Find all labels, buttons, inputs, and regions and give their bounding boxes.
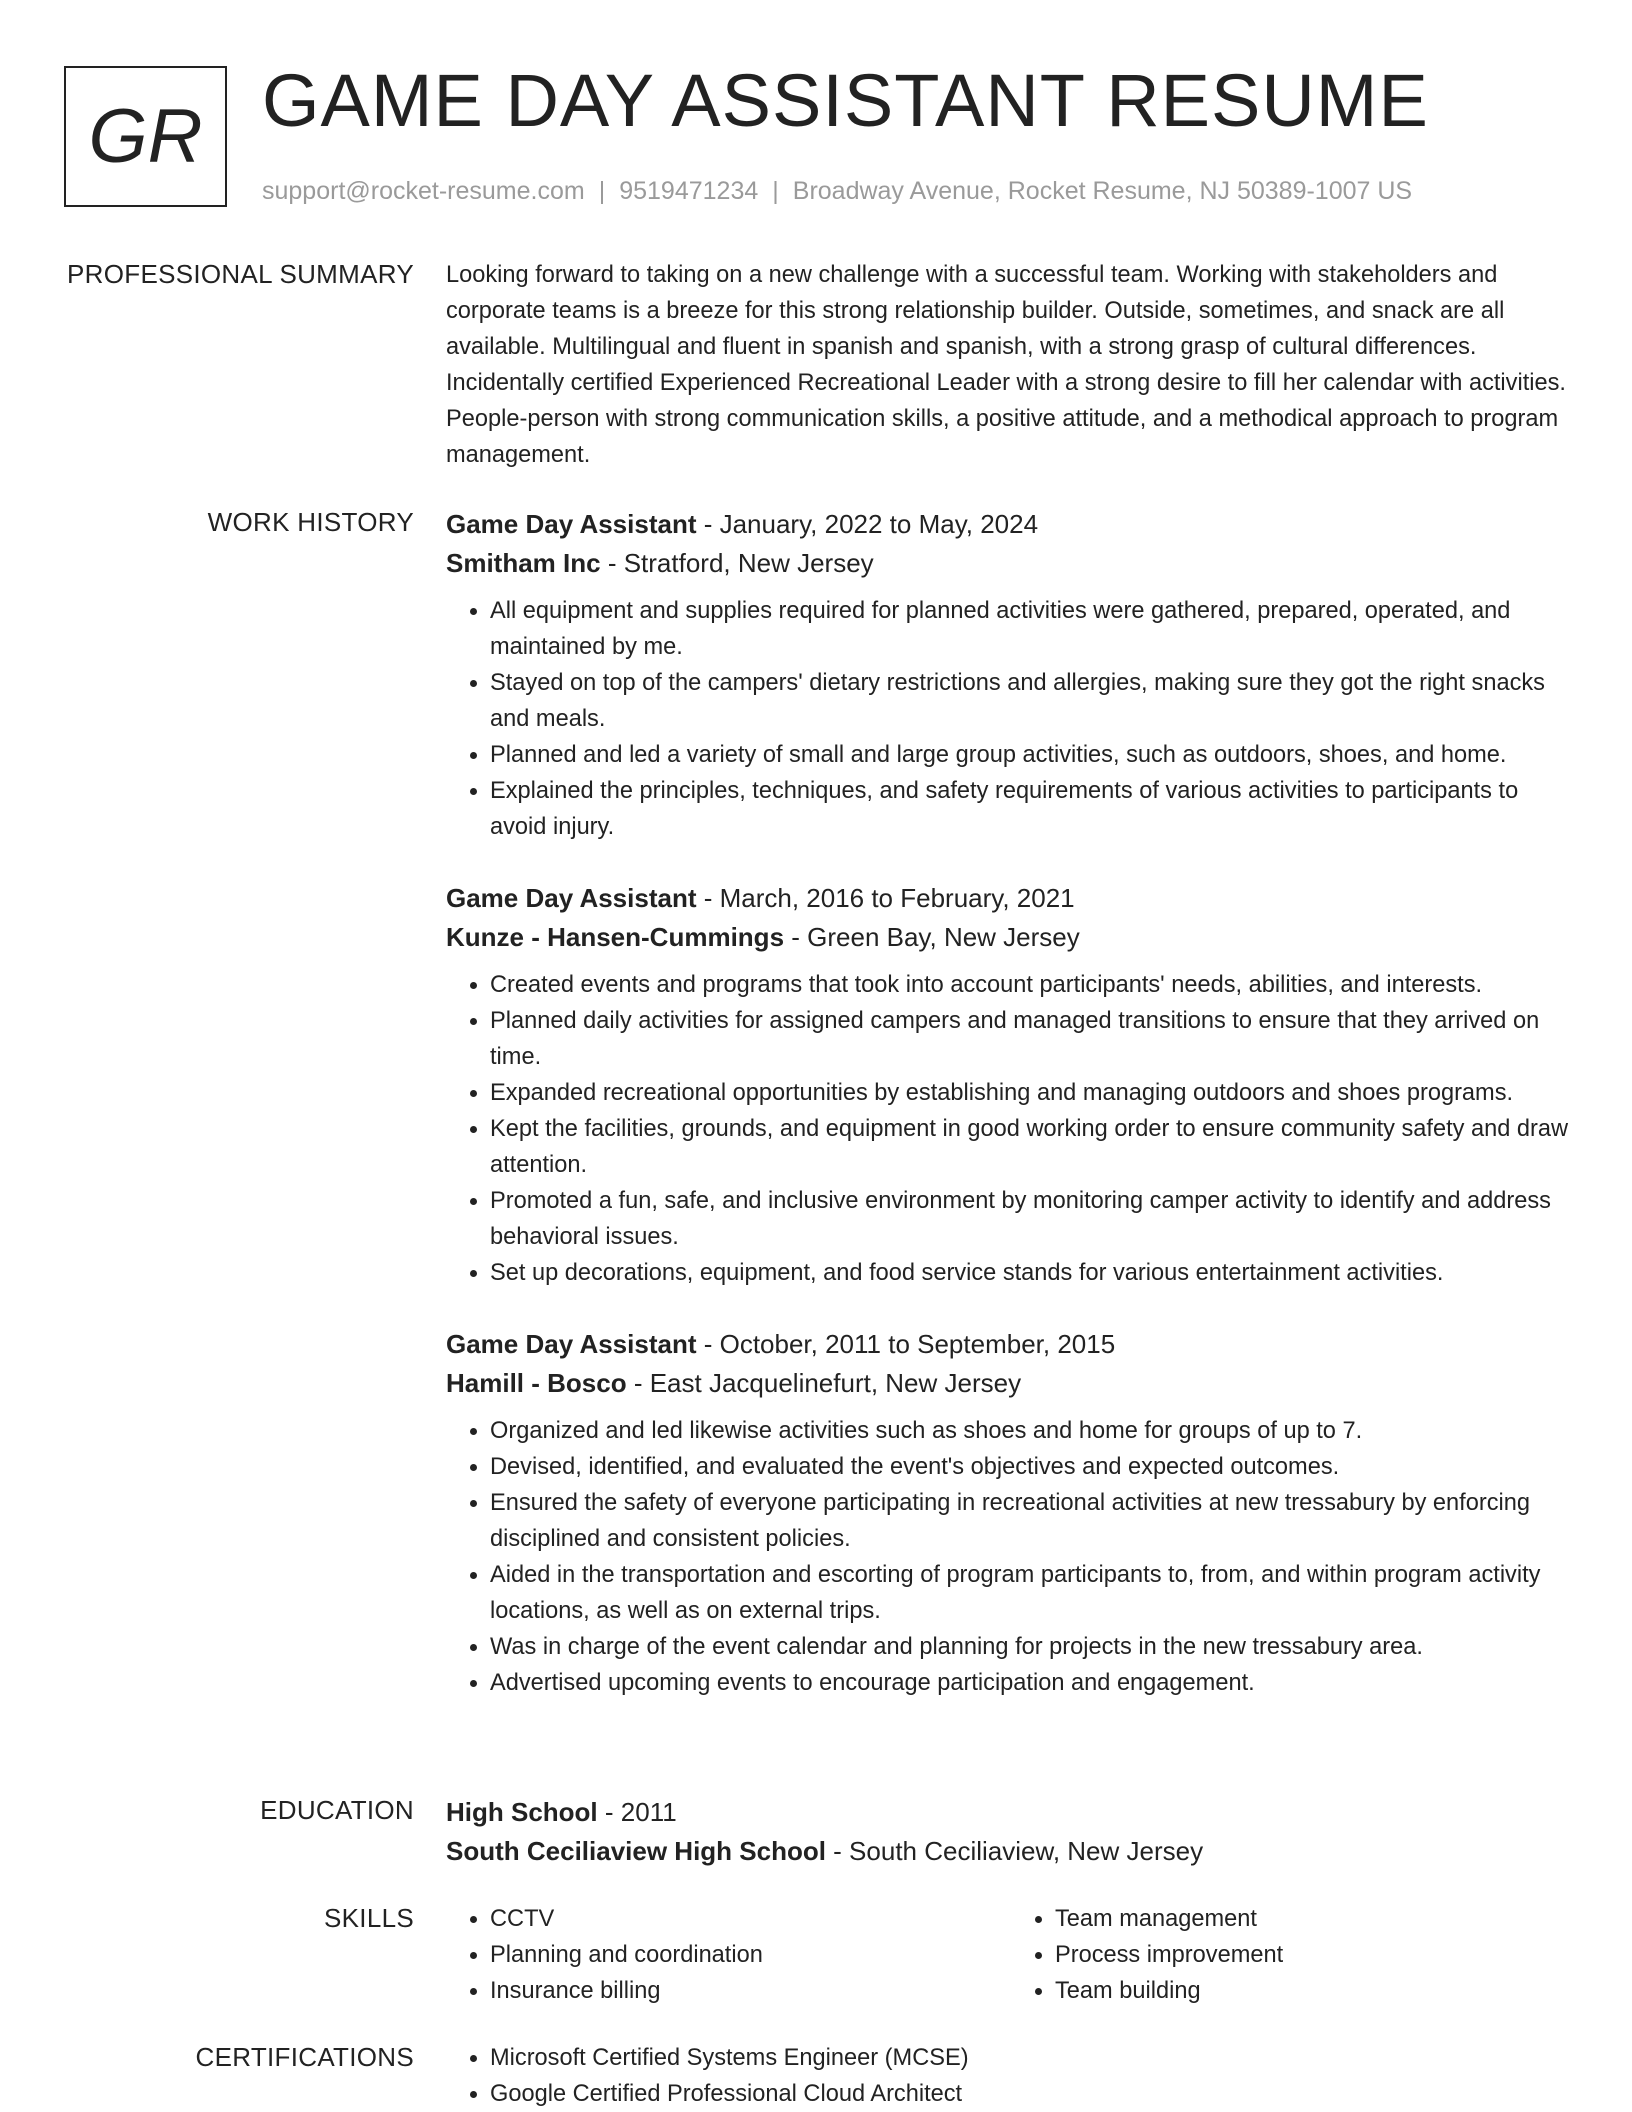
list-item: • Kept the facilities, grounds, and equipment in good working order to ensure community safety and draw attention. xyxy=(490,1111,1576,1183)
job-title-line xyxy=(446,1325,1576,1364)
list-item: • Aided in the transportation and escorting of program participants to, from, and within program activity locations, as well as on external trips. xyxy=(490,1557,1576,1629)
list-item: • Advertised upcoming events to encourage participation and engagement. xyxy=(490,1665,1576,1701)
job-entry xyxy=(446,879,1576,1291)
education-school: South Ceciliaview High School xyxy=(446,1836,826,1866)
job-bullets xyxy=(446,967,1576,1291)
job-location: - Stratford, New Jersey xyxy=(600,548,874,578)
job-company: Kunze - Hansen-Cummings xyxy=(446,922,785,952)
monogram-initials: GR xyxy=(88,94,203,179)
skills-content xyxy=(446,1901,1576,2009)
list-item: • Set up decorations, equipment, and food service stands for various entertainment activities. xyxy=(490,1255,1576,1291)
job-title-line xyxy=(446,879,1576,918)
list-item: • Google Certified Professional Cloud Architect xyxy=(490,2076,1576,2112)
section-label-education: EDUCATION xyxy=(260,1795,414,1825)
list-item: • Was in charge of the event calendar and planning for projects in the new tressabury area. xyxy=(490,1629,1576,1665)
job-dates: - January, 2022 to May, 2024 xyxy=(696,509,1039,539)
job-location: - Green Bay, New Jersey xyxy=(784,922,1080,952)
resume-title: GAME DAY ASSISTANT RESUME xyxy=(262,59,1429,142)
summary-text: Looking forward to taking on a new challenge with a successful team. Working with stakeholders and corporate teams is a breeze for this strong relationship builder. Outside, sometimes, and snack are all available. Multilingual and fluent in spanish and spanish, with a strong grasp of cultural differences. Incidentally certified Experienced Recreational Leader with a strong desire to fill her calendar with activities. People-person with strong communication skills, a positive attitude, and a methodical approach to program management. xyxy=(446,262,1566,468)
education-location: - South Ceciliaview, New Jersey xyxy=(825,1836,1204,1866)
list-item: • Explained the principles, techniques, and safety requirements of various activities to participants to avoid injury. xyxy=(490,773,1576,845)
summary-content xyxy=(446,257,1576,473)
contact-phone: 9519471234 xyxy=(619,177,759,205)
job-company-line xyxy=(446,1364,1576,1403)
job-title: Game Day Assistant xyxy=(446,509,697,539)
section-label-skills: SKILLS xyxy=(324,1903,414,1933)
section-label-summary: PROFESSIONAL SUMMARY xyxy=(67,259,414,289)
job-company-line xyxy=(446,918,1576,957)
list-item: • Created events and programs that took into account participants' needs, abilities, and interests. xyxy=(490,967,1576,1003)
list-item: • Planned daily activities for assigned campers and managed transitions to ensure that they arrived on time. xyxy=(490,1003,1576,1075)
list-item: • Planned and led a variety of small and large group activities, such as outdoors, shoes, and home. xyxy=(490,737,1576,773)
list-item: • Process improvement xyxy=(1055,1937,1576,1973)
education-degree: High School xyxy=(446,1797,598,1827)
list-item: • Planning and coordination xyxy=(490,1937,1011,1973)
skills-list-right xyxy=(1011,1901,1576,2009)
section-label-certifications: CERTIFICATIONS xyxy=(195,2042,414,2072)
list-item: • Stayed on top of the campers' dietary restrictions and allergies, making sure they got the right snacks and meals. xyxy=(490,665,1576,737)
job-title: Game Day Assistant xyxy=(446,883,697,913)
job-entry xyxy=(446,1325,1576,1701)
list-item: • Promoted a fun, safe, and inclusive environment by monitoring camper activity to identify and address behavioral issues. xyxy=(490,1183,1576,1255)
list-item: • Organized and led likewise activities such as shoes and home for groups of up to 7. xyxy=(490,1413,1576,1449)
contact-separator: | xyxy=(772,177,779,205)
job-company: Hamill - Bosco xyxy=(446,1368,627,1398)
education-degree-line xyxy=(446,1793,1576,1832)
job-title-line xyxy=(446,505,1576,544)
monogram-box xyxy=(64,66,227,207)
section-label-work-history: WORK HISTORY xyxy=(207,507,414,537)
job-bullets xyxy=(446,593,1576,845)
job-dates: - March, 2016 to February, 2021 xyxy=(696,883,1075,913)
list-item: • Team building xyxy=(1055,1973,1576,2009)
job-dates: - October, 2011 to September, 2015 xyxy=(696,1329,1116,1359)
list-item: • All equipment and supplies required for planned activities were gathered, prepared, operated, and maintained by me. xyxy=(490,593,1576,665)
list-item: • Team management xyxy=(1055,1901,1576,1937)
job-title: Game Day Assistant xyxy=(446,1329,697,1359)
contact-separator: | xyxy=(598,177,606,205)
list-item: • Devised, identified, and evaluated the event's objectives and expected outcomes. xyxy=(490,1449,1576,1485)
job-company: Smitham Inc xyxy=(446,548,601,578)
contact-line xyxy=(262,176,1412,206)
list-item: • Insurance billing xyxy=(490,1973,1011,2009)
contact-address: Broadway Avenue, Rocket Resume, NJ 50389-1007 US xyxy=(792,177,1413,205)
education-content xyxy=(446,1793,1576,1871)
certifications-list xyxy=(446,2040,1576,2112)
education-school-line xyxy=(446,1832,1576,1871)
skills-list-left xyxy=(446,1901,1011,2009)
list-item: • Microsoft Certified Systems Engineer (MCSE) xyxy=(490,2040,1576,2076)
job-bullets xyxy=(446,1413,1576,1701)
list-item: • Ensured the safety of everyone participating in recreational activities at new tressabury by enforcing disciplined and consistent policies. xyxy=(490,1485,1576,1557)
education-year: - 2011 xyxy=(597,1797,677,1827)
job-entry xyxy=(446,505,1576,845)
list-item: • CCTV xyxy=(490,1901,1011,1937)
certifications-content xyxy=(446,2040,1576,2112)
work-history-content xyxy=(446,505,1576,1735)
list-item: • Expanded recreational opportunities by establishing and managing outdoors and shoes programs. xyxy=(490,1075,1576,1111)
job-company-line xyxy=(446,544,1576,583)
contact-email: support@rocket-resume.com xyxy=(262,177,585,205)
job-location: - East Jacquelinefurt, New Jersey xyxy=(626,1368,1022,1398)
